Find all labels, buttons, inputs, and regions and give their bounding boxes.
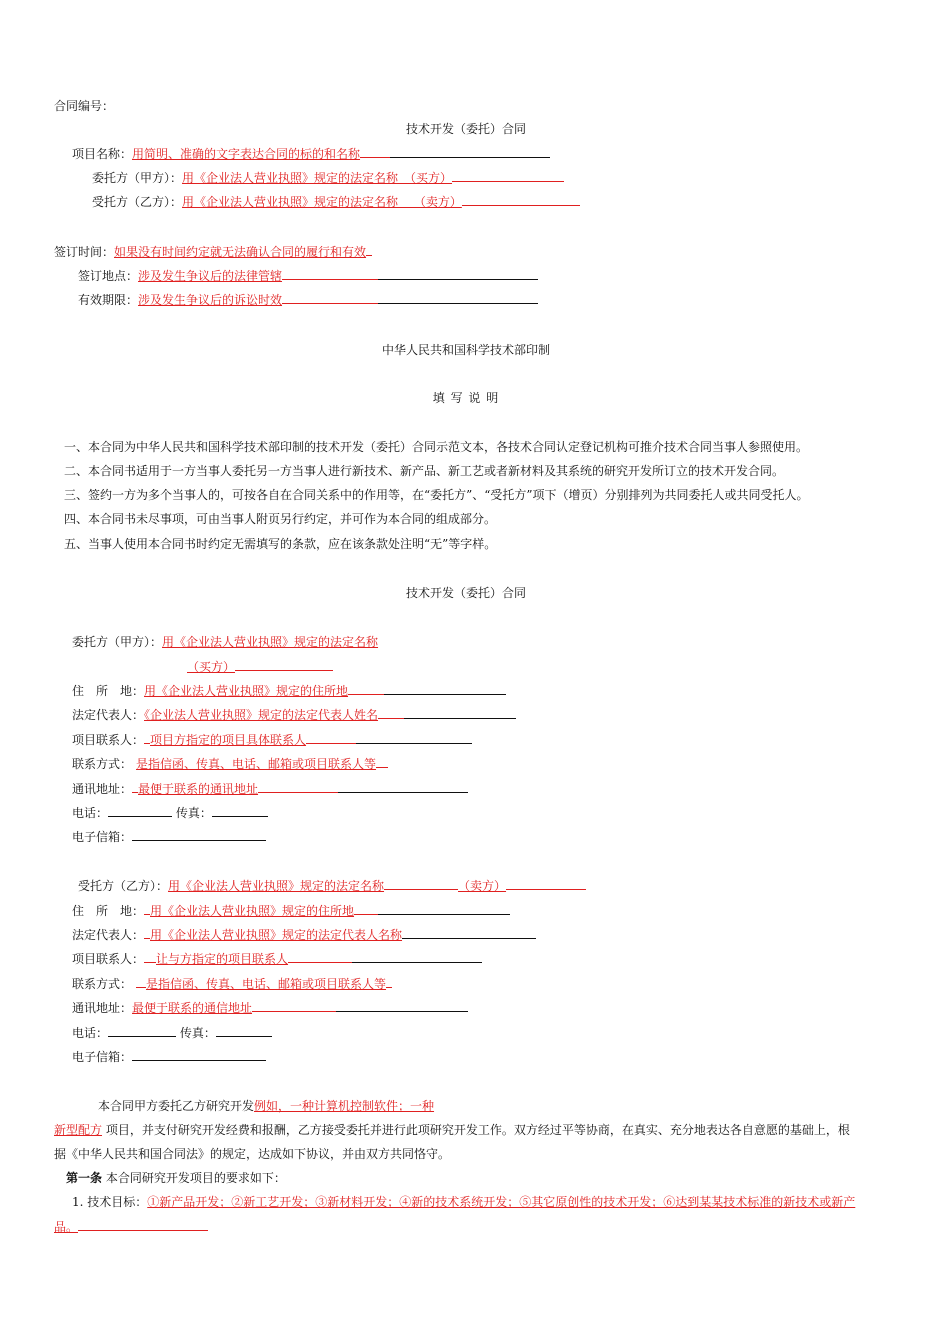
party-b-fax-field[interactable] [216, 1024, 272, 1037]
party-a-fax-label: 传真： [175, 806, 212, 820]
article-1-row [66, 1170, 286, 1186]
intro-hint-2[interactable]: 新型配方 [54, 1123, 103, 1137]
party-b-fax-label: 传真： [179, 1026, 216, 1040]
instructions-title: 填 写 说 明 [432, 391, 500, 405]
party-a-email-row [72, 828, 266, 845]
contract-section-title: 技术开发（委托）合同 [405, 586, 526, 600]
party-a-mail-blank[interactable] [338, 780, 468, 793]
party-b-email-label: 电子信箱： [72, 1050, 133, 1064]
instruction-item: 一、本合同为中华人民共和国科学技术部印制的技术开发（委托）合同示范文本，各技术合同认定登记机构可推介技术合同当事人参照使用。 [64, 440, 809, 454]
instruction-item: 四、本合同书未尽事项，可由当事人附页另行约定，并可作为本合同的组成部分。 [64, 512, 497, 526]
party-a-rep-hint[interactable]: 《企业法人营业执照》规定的法定代表人姓名 [144, 708, 379, 722]
party-a-method-label: 联系方式： [72, 757, 133, 771]
party-a-name-hint-2[interactable]: （买方） [187, 660, 236, 674]
article-1-text: 本合同研究开发项目的要求如下： [105, 1171, 286, 1185]
party-b-method-label: 联系方式： [72, 977, 133, 991]
project-name-row [72, 145, 550, 162]
tech-goal-blank [78, 1218, 208, 1231]
party-b-mail-label: 通讯地址： [72, 1001, 133, 1015]
tech-goal-hint-2[interactable]: 品。 [54, 1220, 79, 1234]
party-a-name-row [72, 634, 378, 650]
party-b-phone-label: 电话： [72, 1026, 109, 1040]
validity-label: 有效期限： [78, 293, 139, 307]
tech-goal-row-2 [54, 1218, 208, 1235]
cover-client-row [92, 169, 564, 186]
party-b-email-field[interactable] [132, 1048, 266, 1061]
sign-time-blank [366, 243, 372, 256]
party-b-method-row [72, 975, 392, 992]
instruction-item: 二、本合同书适用于一方当事人委托另一方当事人进行新技术、新产品、新工艺或者新材料及其系统的研究开发所订立的技术开发合同。 [64, 464, 785, 478]
validity-row [78, 291, 538, 308]
party-b-name-hint[interactable]: 用《企业法人营业执照》规定的法定名称 [168, 879, 385, 893]
party-a-rep-label: 法定代表人： [72, 708, 145, 722]
cover-client-blank [452, 169, 564, 182]
intro-rest: 项目，并支付研究开发经费和报酬，乙方接受委托并进行此项研究开发工作。双方经过平等协商，在真实、充分地表达各自意愿的基础上，根 [105, 1123, 850, 1137]
sign-place-hint[interactable]: 涉及发生争议后的法律管辖 [138, 269, 283, 283]
validity-blank[interactable] [378, 291, 538, 304]
party-a-contact-hint[interactable]: 项目方指定的项目具体联系人 [150, 733, 307, 747]
party-a-address-row [72, 682, 506, 699]
party-b-rep-label: 法定代表人： [72, 928, 145, 942]
cover-contractor-label: 受托方（乙方）： [92, 195, 183, 209]
sign-place-blank[interactable] [378, 267, 538, 280]
validity-blank-red [282, 291, 378, 304]
sign-place-blank-red [282, 267, 378, 280]
instruction-item: 五、当事人使用本合同书时约定无需填写的条款，应在该条款处注明“无”等字样。 [64, 537, 497, 551]
validity-hint[interactable]: 涉及发生争议后的诉讼时效 [138, 293, 283, 307]
party-a-label: 委托方（甲方）： [72, 635, 163, 649]
party-b-address-blank[interactable] [378, 902, 510, 915]
tech-goal-hint[interactable]: ①新产品开发；②新工艺开发；③新材料开发；④新的技术系统开发；⑤其它原创性的技术开发；⑥达到某某技术标准的新技术或新产 [147, 1195, 856, 1209]
party-a-email-label: 电子信箱： [72, 830, 133, 844]
party-b-mail-blank-red [252, 999, 336, 1012]
project-name-blank-red [360, 145, 390, 158]
party-a-address-blank-red [348, 682, 384, 695]
party-a-name-hint[interactable]: 用《企业法人营业执照》规定的法定名称 [162, 635, 379, 649]
party-a-name-row-2 [187, 658, 333, 675]
party-a-name-blank [235, 658, 333, 671]
party-b-contact-label: 项目联系人： [72, 952, 145, 966]
party-a-method-blank [376, 755, 388, 768]
party-b-method-hint[interactable]: 是指信函、传真、电话、邮箱或项目联系人等 [146, 977, 387, 991]
party-b-phone-row [72, 1024, 272, 1041]
party-a-rep-row [72, 706, 516, 723]
party-b-name-blank [506, 877, 586, 890]
party-a-contact-blank[interactable] [356, 731, 472, 744]
cover-title: 技术开发（委托）合同 [405, 122, 526, 136]
sign-place-row [78, 267, 538, 284]
party-a-phone-field[interactable] [108, 804, 172, 817]
party-b-contact-blank[interactable] [352, 950, 482, 963]
party-b-rep-hint[interactable]: 用《企业法人营业执照》规定的法定代表人名称 [150, 928, 403, 942]
party-a-phone-row [72, 804, 268, 821]
party-b-mail-row [72, 999, 468, 1016]
party-a-mail-blank-red [258, 780, 338, 793]
party-a-method-hint[interactable]: 是指信函、传真、电话、邮箱或项目联系人等 [136, 757, 377, 771]
party-a-method-row [72, 755, 388, 772]
party-a-mail-label: 通讯地址： [72, 782, 133, 796]
party-a-contact-blank-red [306, 731, 356, 744]
cover-contractor-row [92, 193, 580, 210]
project-name-blank[interactable] [390, 145, 550, 158]
party-b-name-row [78, 877, 586, 894]
intro-line-2 [54, 1122, 850, 1138]
party-a-rep-blank[interactable] [404, 706, 516, 719]
party-b-rep-row [72, 926, 536, 943]
cover-contractor-hint[interactable]: 用《企业法人营业执照》规定的法定名称 （卖方） [182, 195, 462, 209]
party-a-phone-label: 电话： [72, 806, 109, 820]
project-name-label: 项目名称： [72, 147, 133, 161]
instruction-item: 三、签约一方为多个当事人的，可按各自在合同关系中的作用等，在“委托方”、“受托方”项下（增页）分别排列为共同委托人或共同受托人。 [64, 488, 809, 502]
contract-number-label: 合同编号： [54, 99, 115, 113]
article-1-label: 第一条 [66, 1171, 103, 1185]
party-a-address-hint[interactable]: 用《企业法人营业执照》规定的住所地 [144, 684, 349, 698]
intro-line-1 [98, 1098, 434, 1114]
cover-client-label: 委托方（甲方）： [92, 171, 183, 185]
tech-goal-row [72, 1194, 855, 1210]
party-b-label: 受托方（乙方）： [78, 879, 169, 893]
sign-time-row [54, 243, 372, 260]
party-b-address-label: 住 所 地： [72, 904, 145, 918]
party-a-mail-row [72, 780, 468, 797]
party-a-rep-blank-red [378, 706, 404, 719]
party-a-fax-field[interactable] [212, 804, 268, 817]
party-b-email-row [72, 1048, 266, 1065]
sign-time-hint[interactable]: 如果没有时间约定就无法确认合同的履行和有效 [114, 245, 367, 259]
party-b-address-blank-red [354, 902, 378, 915]
party-a-email-field[interactable] [132, 828, 266, 841]
party-b-rep-blank[interactable] [402, 926, 536, 939]
intro-line-3: 据《中华人民共和国合同法》的规定，达成如下协议，并由双方共同恪守。 [54, 1147, 451, 1161]
party-b-address-row [72, 902, 510, 919]
sign-time-label: 签订时间： [54, 245, 115, 259]
party-a-contact-label: 项目联系人： [72, 733, 145, 747]
party-b-mail-blank[interactable] [336, 999, 468, 1012]
party-b-contact-hint[interactable]: 让与方指定的项目联系人 [156, 952, 289, 966]
cover-contractor-blank [462, 193, 580, 206]
party-b-name-hint-2[interactable]: （卖方） [458, 879, 507, 893]
party-a-address-blank[interactable] [384, 682, 506, 695]
cover-client-hint[interactable]: 用《企业法人营业执照》规定的法定名称 （买方） [182, 171, 453, 185]
sign-place-label: 签订地点： [78, 269, 139, 283]
party-a-contact-row [72, 731, 472, 748]
party-b-contact-row [72, 950, 482, 967]
party-b-mail-hint[interactable]: 最便于联系的通信地址 [132, 1001, 253, 1015]
party-b-contact-blank-red [288, 950, 352, 963]
party-b-method-blank [386, 975, 392, 988]
party-b-address-hint[interactable]: 用《企业法人营业执照》规定的住所地 [150, 904, 355, 918]
party-a-mail-hint[interactable]: 最便于联系的通讯地址 [138, 782, 259, 796]
intro-prefix: 本合同甲方委托乙方研究开发 [98, 1099, 255, 1113]
intro-hint[interactable]: 例如，一种计算机控制软件；一种 [254, 1099, 435, 1113]
tech-goal-label: 1. 技术目标： [72, 1195, 148, 1209]
project-name-hint[interactable]: 用简明、准确的文字表达合同的标的和名称 [132, 147, 361, 161]
party-a-address-label: 住 所 地： [72, 684, 145, 698]
printer-credit: 中华人民共和国科学技术部印制 [381, 343, 550, 357]
party-b-phone-field[interactable] [108, 1024, 176, 1037]
